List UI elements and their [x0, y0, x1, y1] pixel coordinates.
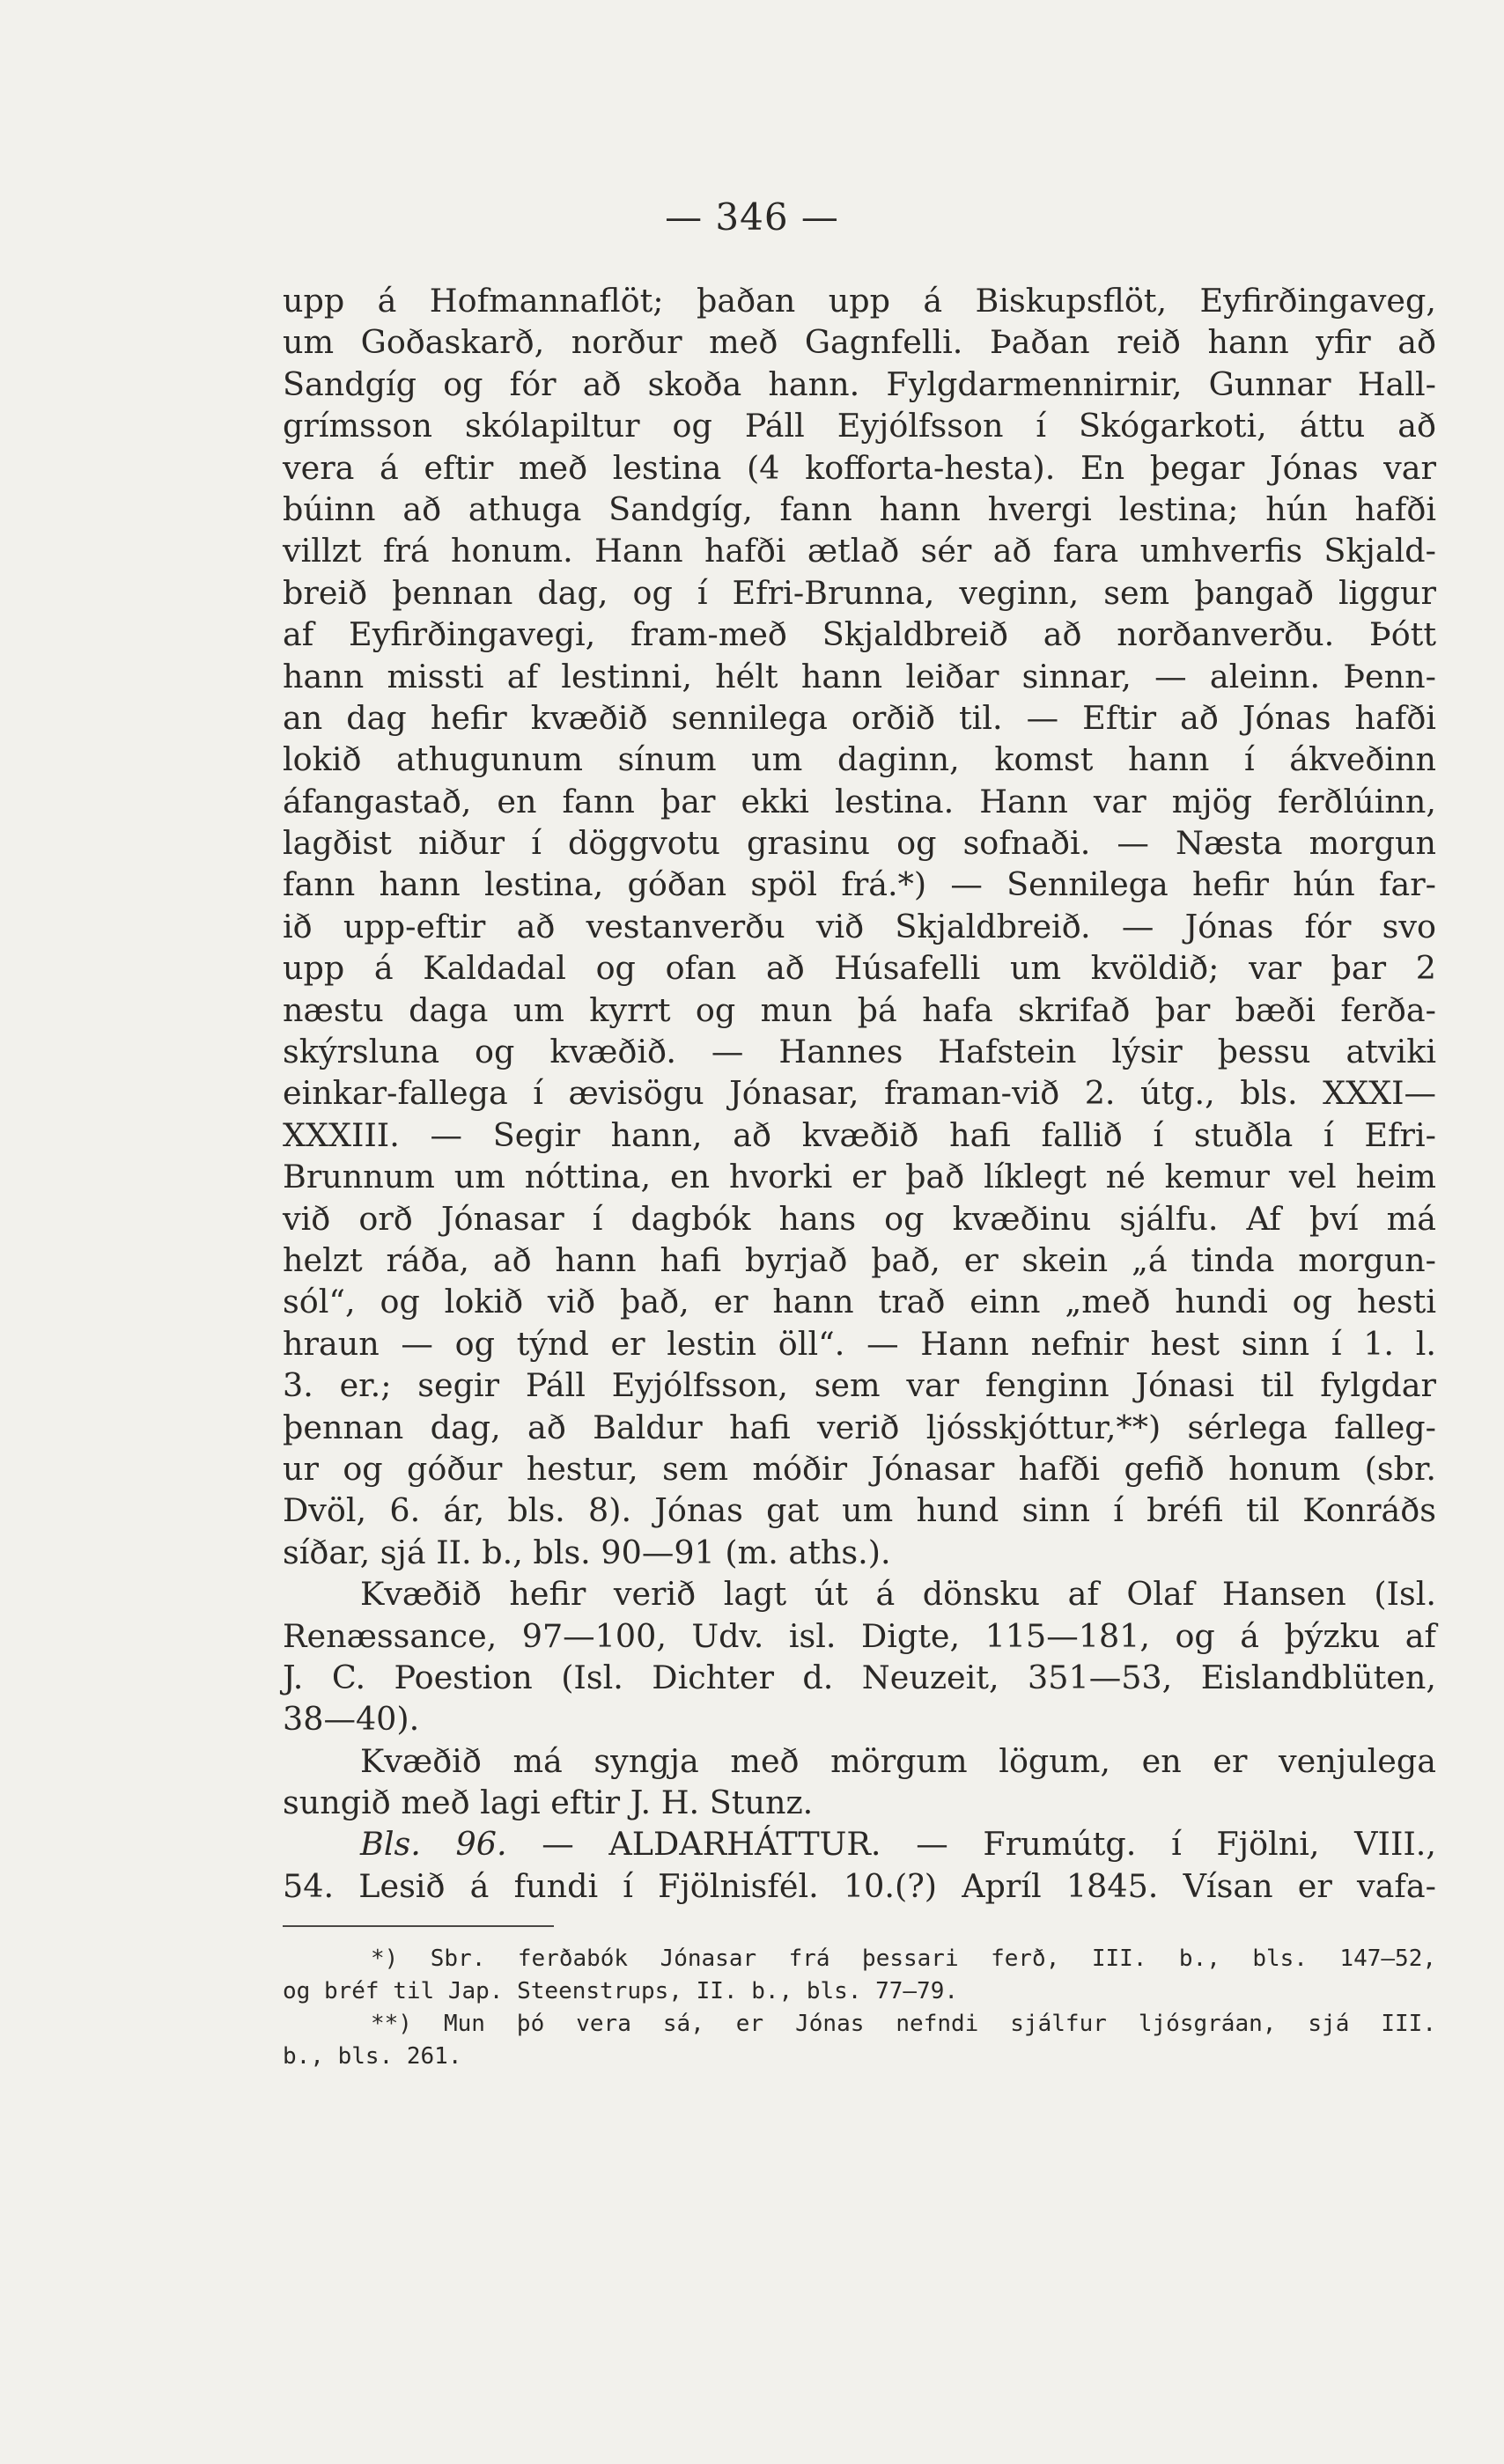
text-line: 38—40). — [283, 1700, 420, 1739]
text-line: síðar, sjá II. b., bls. 90—91 (m. aths.). — [283, 1533, 891, 1571]
line-text: — ALDARHÁTTUR. — Frumútg. í Fjölni, VIII., — [506, 1825, 1436, 1864]
text-line: búinn að athuga Sandgíg, fann hann hvergi lestina; hún hafði — [283, 489, 1436, 528]
text-line: villzt frá honum. Hann hafði ætlað sér að fara umhverfis Skjald- — [283, 532, 1436, 570]
text-line: ið upp-eftir að vestanverðu við Skjaldbreið. — Jónas fór svo — [283, 907, 1436, 945]
footnote-rule — [283, 1925, 554, 1927]
text-line: lokið athugunum sínum um daginn, komst hann í ákveðinn — [283, 740, 1436, 779]
text-line: upp á Kaldadal og ofan að Húsafelli um kvöldið; var þar 2 — [283, 949, 1436, 988]
text-line: J. C. Poestion (Isl. Dichter d. Neuzeit, 351—53, Eislandblüten, — [283, 1658, 1436, 1696]
text-line: um Goðaskarð, norður með Gagnfelli. Þaðan reið hann yfir að — [283, 323, 1436, 362]
text-line: þennan dag, að Baldur hafi verið ljósskjóttur,**) sérlega falleg- — [283, 1408, 1436, 1446]
text-line: Brunnum um nóttina, en hvorki er það líklegt né kemur vel heim — [283, 1158, 1436, 1196]
text-line: upp á Hofmannaflöt; þaðan upp á Biskupsflöt, Eyfirðingaveg, — [283, 282, 1436, 320]
text-line: hann missti af lestinni, hélt hann leiðar sinnar, — aleinn. Þenn- — [283, 657, 1436, 695]
text-line: helzt ráða, að hann hafi byrjað það, er skein „á tinda morgun- — [283, 1240, 1436, 1279]
text-line: breið þennan dag, og í Efri-Brunna, veginn, sem þangað liggur — [283, 573, 1436, 612]
text-line: ur og góður hestur, sem móðir Jónasar hafði gefið honum (sbr. — [283, 1449, 1436, 1488]
text-line: við orð Jónasar í dagbók hans og kvæðinu sjálfu. Af því má — [283, 1199, 1436, 1238]
text-line: áfangastað, en fann þar ekki lestina. Hann var mjög ferðlúinn, — [283, 782, 1436, 820]
text-line: sól“, og lokið við það, er hann trað einn „með hundi og hesti — [283, 1283, 1436, 1321]
text-line: 3. er.; segir Páll Eyjólfsson, sem var fenginn Jónasi til fylgdar — [283, 1366, 1436, 1405]
text-line: skýrsluna og kvæðið. — Hannes Hafstein lýsir þessu atviki — [283, 1033, 1436, 1071]
text-line: fann hann lestina, góðan spöl frá.*) — Sennilega hefir hún far- — [283, 865, 1436, 904]
footnote-line: og bréf til Jap. Steenstrups, II. b., bls. 77—79. — [283, 1978, 959, 2004]
footnote-line: **) Mun þó vera sá, er Jónas nefndi sjálfur ljósgráan, sjá III. — [371, 2011, 1436, 2037]
text-line: Sandgíg og fór að skoða hann. Fylgdarmennirnir, Gunnar Hall- — [283, 364, 1436, 403]
text-line: einkar-fallega í ævisögu Jónasar, framan-við 2. útg., bls. XXXI— — [283, 1074, 1436, 1113]
italic-ref: Bls. 96. — [360, 1825, 507, 1864]
text-line: 54. Lesið á fundi í Fjölnisfél. 10.(?) Apríl 1845. Vísan er vafa- — [283, 1866, 1436, 1905]
text-line: Renæssance, 97—100, Udv. isl. Digte, 115—181, og á þýzku af — [283, 1616, 1436, 1655]
text-line: hraun — og týnd er lestin öll“. — Hann nefnir hest sinn í 1. l. — [283, 1324, 1436, 1363]
text-line: vera á eftir með lestina (4 kofforta-hesta). En þegar Jónas var — [283, 448, 1436, 487]
text-line: an dag hefir kvæðið sennilega orðið til. — Eftir að Jónas hafði — [283, 698, 1436, 737]
text-line: grímsson skólapiltur og Páll Eyjólfsson í Skógarkoti, áttu að — [283, 407, 1436, 445]
page-number: — 346 — — [665, 195, 839, 239]
text-line: sungið með lagi eftir J. H. Stunz. — [283, 1784, 814, 1822]
text-line: Kvæðið hefir verið lagt út á dönsku af Olaf Hansen (Isl. — [360, 1575, 1436, 1614]
text-line: Dvöl, 6. ár, bls. 8). Jónas gat um hund sinn í bréfi til Konráðs — [283, 1491, 1436, 1530]
text-line: lagðist niður í döggvotu grasinu og sofnaði. — Næsta morgun — [283, 824, 1436, 863]
text-line — [283, 1823, 1436, 1865]
text-line: næstu daga um kyrrt og mun þá hafa skrifað þar bæði ferða- — [283, 990, 1436, 1029]
text-line: XXXIII. — Segir hann, að kvæðið hafi fallið í stuðla í Efri- — [283, 1115, 1436, 1154]
body-text — [283, 280, 1436, 1907]
text-line: Kvæðið má syngja með mörgum lögum, en er venjulega — [360, 1741, 1436, 1780]
text-line: af Eyfirðingavegi, fram-með Skjaldbreið að norðanverðu. Þótt — [283, 615, 1436, 654]
footnote-line: *) Sbr. ferðabók Jónasar frá þessari ferð, III. b., bls. 147—52, — [371, 1945, 1436, 1972]
footnote-line: b., bls. 261. — [283, 2043, 462, 2070]
footnotes — [283, 1943, 1436, 2073]
